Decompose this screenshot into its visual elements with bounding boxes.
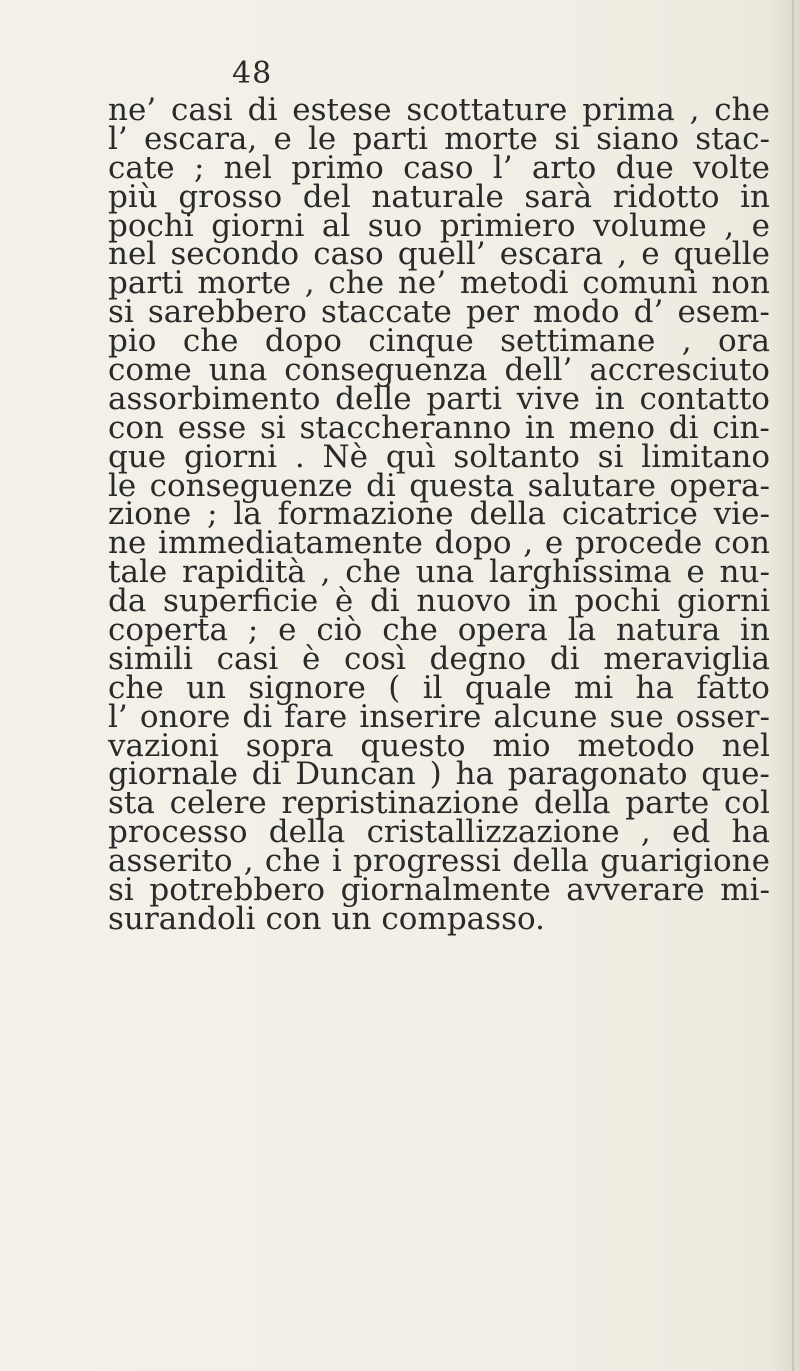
word: giornale xyxy=(108,756,238,793)
word: conseguenza xyxy=(284,352,488,389)
word: e xyxy=(686,554,705,591)
word: inserire xyxy=(359,698,482,735)
word: immediatamente xyxy=(158,525,423,562)
word: , xyxy=(724,207,735,244)
word: grosso xyxy=(178,178,283,215)
word: cate xyxy=(108,149,175,186)
word: della xyxy=(469,496,546,533)
word: i xyxy=(331,843,342,880)
word: escara xyxy=(499,236,604,273)
word: della xyxy=(534,785,611,822)
word: metodi xyxy=(459,265,569,302)
word: ne xyxy=(108,525,147,562)
word: cristallizzazione xyxy=(366,814,620,851)
word: , xyxy=(689,92,700,128)
word: contatto xyxy=(639,380,770,417)
word: avverare xyxy=(566,872,705,909)
word: staccate xyxy=(321,294,452,331)
word: la xyxy=(567,612,597,649)
word: di xyxy=(242,698,273,735)
word: mio xyxy=(492,727,551,764)
word: parti xyxy=(108,265,184,302)
word: ha xyxy=(731,814,770,851)
word: signore xyxy=(248,669,366,706)
word: le xyxy=(308,120,337,157)
word: primiero xyxy=(439,207,576,244)
word: fatto xyxy=(696,669,770,706)
word: una xyxy=(415,554,475,591)
word: salutare xyxy=(527,467,656,504)
word: sarebbero xyxy=(147,294,307,331)
word: di xyxy=(366,467,396,504)
word: quì xyxy=(385,438,436,475)
word: dell’ xyxy=(504,352,573,389)
word: surandoli xyxy=(108,900,256,937)
word: suo xyxy=(367,207,423,244)
word: , xyxy=(320,554,331,591)
word: sopra xyxy=(245,727,334,764)
word: vazioni xyxy=(108,727,219,764)
word: mi xyxy=(573,669,614,706)
word: l’ xyxy=(108,120,128,157)
word: opera- xyxy=(669,467,770,504)
word: nel xyxy=(223,149,272,186)
word: meno xyxy=(568,409,655,446)
word: si xyxy=(108,294,134,331)
word: con xyxy=(265,900,322,937)
word: quell’ xyxy=(397,236,486,273)
word: accresciuto xyxy=(589,352,770,389)
word: sta xyxy=(108,785,155,822)
word: dopo xyxy=(264,323,342,360)
word: staccheranno xyxy=(299,409,512,446)
word: mi- xyxy=(720,872,770,909)
word: che xyxy=(182,323,239,360)
word: ha xyxy=(635,669,674,706)
word: in xyxy=(527,583,558,620)
word: processo xyxy=(108,814,248,851)
word: casi xyxy=(216,640,279,677)
word: caso xyxy=(313,236,384,273)
word: celere xyxy=(169,785,267,822)
word: pochi xyxy=(108,207,194,244)
word: paragonato xyxy=(507,756,688,793)
word: giorni xyxy=(211,207,305,244)
word: alcune xyxy=(493,698,598,735)
word: . xyxy=(294,438,305,475)
word: conseguenze xyxy=(149,467,353,504)
word: arto xyxy=(531,149,597,186)
word: ora xyxy=(718,323,770,360)
word: que- xyxy=(701,756,770,793)
word: morte xyxy=(444,120,538,157)
word: morte xyxy=(197,265,291,302)
word: metodo xyxy=(577,727,695,764)
word: parti xyxy=(426,380,502,417)
word: che xyxy=(264,843,321,880)
word: asserito xyxy=(108,843,233,880)
word: casi xyxy=(171,92,233,128)
page-number: 48 xyxy=(232,56,273,91)
word: guarigione xyxy=(600,843,770,880)
word: giornalmente xyxy=(340,872,551,909)
word: del xyxy=(302,178,351,215)
word: repristinazione xyxy=(281,785,520,822)
word: in xyxy=(525,409,555,446)
word: formazione xyxy=(277,496,454,533)
word: vie- xyxy=(713,496,770,533)
word: pio xyxy=(108,323,157,360)
word: che xyxy=(328,265,385,302)
word: con xyxy=(108,409,164,446)
word: , xyxy=(617,236,628,273)
word: scottature xyxy=(406,92,568,128)
word: vive xyxy=(516,380,580,417)
word: potrebbero xyxy=(149,872,326,909)
body-text xyxy=(108,92,770,937)
word: e xyxy=(278,612,297,649)
word: ) xyxy=(429,756,442,793)
word: in xyxy=(740,612,770,649)
word: che xyxy=(382,612,438,649)
word: quale xyxy=(464,669,552,706)
word: , xyxy=(243,843,254,880)
word: estese xyxy=(292,92,392,128)
word: due xyxy=(615,149,674,186)
word: ne’ xyxy=(108,92,157,128)
word: come xyxy=(108,352,192,389)
word: ed xyxy=(672,814,711,851)
word: stac- xyxy=(695,120,770,157)
word: di xyxy=(247,92,278,128)
word: le xyxy=(108,467,137,504)
word: Duncan xyxy=(295,756,416,793)
word: escara, xyxy=(143,120,258,157)
word: primo xyxy=(291,149,384,186)
word: questo xyxy=(360,727,466,764)
word: e xyxy=(641,236,660,273)
word: zione xyxy=(108,496,192,533)
word: ; xyxy=(193,149,205,186)
word: ridotto xyxy=(612,178,720,215)
word: cinque xyxy=(368,323,474,360)
word: superficie xyxy=(163,583,319,620)
word: di xyxy=(251,756,282,793)
word: meraviglia xyxy=(603,640,770,677)
word: la xyxy=(233,496,262,533)
word: in xyxy=(594,380,625,417)
word: que xyxy=(108,438,167,475)
word: rapidità xyxy=(182,554,306,591)
word: pochi xyxy=(574,583,661,620)
word: questa xyxy=(409,467,515,504)
word: che xyxy=(714,92,770,128)
word: nuovo xyxy=(416,583,512,620)
word: ( xyxy=(388,669,401,706)
word: , xyxy=(304,265,315,302)
word: così xyxy=(344,640,406,677)
word: sue xyxy=(609,698,664,735)
word: ciò xyxy=(316,612,363,649)
word: secondo xyxy=(170,236,300,273)
page-edge xyxy=(792,0,794,1371)
word: delle xyxy=(335,380,412,417)
word: compasso. xyxy=(381,900,545,937)
word: , xyxy=(681,323,692,360)
word: giorni xyxy=(183,438,278,475)
word: si xyxy=(108,872,134,909)
word: progressi xyxy=(353,843,502,880)
word: è xyxy=(301,640,321,677)
word: osser- xyxy=(675,698,770,735)
word: esem- xyxy=(677,294,770,331)
word: Nè xyxy=(322,438,369,475)
word: che xyxy=(345,554,401,591)
word: parte xyxy=(625,785,710,822)
word: di xyxy=(369,583,400,620)
word: che xyxy=(108,669,164,706)
word: ; xyxy=(207,496,218,533)
word: simili xyxy=(108,640,193,677)
word: tale xyxy=(108,554,168,591)
word: di xyxy=(549,640,580,677)
word: nel xyxy=(721,727,770,764)
word: e xyxy=(544,525,564,562)
word: di xyxy=(668,409,699,446)
word: modo xyxy=(533,294,620,331)
word: limitano xyxy=(641,438,770,475)
word: cicatrice xyxy=(561,496,698,533)
word: giorni xyxy=(676,583,770,620)
word: comuni xyxy=(582,265,698,302)
word: col xyxy=(724,785,770,822)
word: , xyxy=(640,814,651,851)
word: volte xyxy=(693,149,770,186)
word: il xyxy=(422,669,443,706)
word: al xyxy=(321,207,351,244)
word: e xyxy=(273,120,292,157)
word: quelle xyxy=(673,236,770,273)
word: con xyxy=(713,525,770,562)
word: settimane xyxy=(500,323,656,360)
word: si xyxy=(597,438,624,475)
word: cin- xyxy=(712,409,770,446)
word: fare xyxy=(284,698,348,735)
word: degno xyxy=(429,640,527,677)
word: da xyxy=(108,583,147,620)
word: un xyxy=(331,900,372,937)
word: coperta xyxy=(108,612,228,649)
word: nel xyxy=(108,236,157,273)
text-line xyxy=(108,900,770,937)
word: si xyxy=(259,409,286,446)
word: una xyxy=(208,352,268,389)
word: e xyxy=(751,207,770,244)
word: ne’ xyxy=(397,265,447,302)
word: soltanto xyxy=(453,438,580,475)
word: esse xyxy=(177,409,247,446)
word: ; xyxy=(247,612,259,649)
word: della xyxy=(512,843,589,880)
word: l’ xyxy=(108,698,128,735)
word: per xyxy=(465,294,519,331)
word: è xyxy=(334,583,354,620)
word: dopo xyxy=(434,525,512,562)
word: si xyxy=(554,120,580,157)
word: l’ xyxy=(492,149,513,186)
word: della xyxy=(268,814,346,851)
word: non xyxy=(711,265,770,302)
word: un xyxy=(186,669,226,706)
word: , xyxy=(523,525,534,562)
word: più xyxy=(108,178,158,215)
word: larghissima xyxy=(489,554,672,591)
word: volume xyxy=(592,207,707,244)
word: natura xyxy=(616,612,721,649)
word: sarà xyxy=(524,178,593,215)
word: naturale xyxy=(371,178,504,215)
word: procede xyxy=(574,525,703,562)
word: ha xyxy=(455,756,495,793)
word: caso xyxy=(403,149,474,186)
word: siano xyxy=(596,120,680,157)
word: d’ xyxy=(633,294,664,331)
word: assorbimento xyxy=(108,380,321,417)
word: parti xyxy=(352,120,429,157)
word: in xyxy=(740,178,770,215)
word: prima xyxy=(582,92,675,128)
word: nu- xyxy=(719,554,770,591)
word: onore xyxy=(139,698,231,735)
word: opera xyxy=(457,612,548,649)
